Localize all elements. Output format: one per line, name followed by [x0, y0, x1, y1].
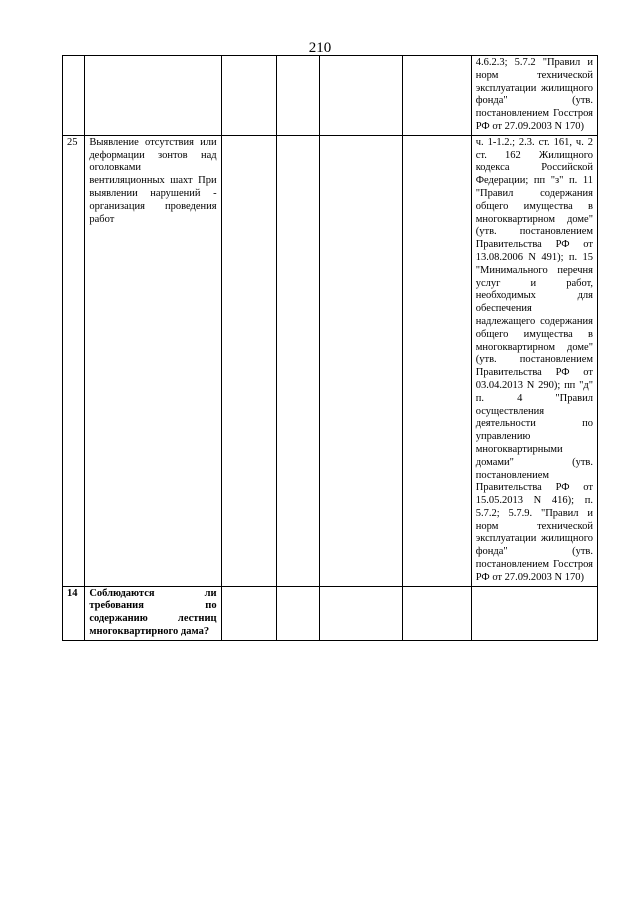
empty-cell — [402, 586, 471, 640]
empty-cell — [319, 586, 402, 640]
empty-cell — [277, 135, 319, 586]
requirements-table — [62, 55, 598, 641]
description-cell — [85, 56, 221, 136]
empty-cell — [319, 135, 402, 586]
empty-cell — [402, 135, 471, 586]
empty-cell — [221, 586, 277, 640]
row-number-cell — [63, 56, 85, 136]
row-number-cell: 25 — [63, 135, 85, 586]
empty-cell — [402, 56, 471, 136]
description-cell: Выявление отсутствия или деформации зонтов над оголовками вентиляционных шахт При выявлении нарушений - организация проведения работ — [85, 135, 221, 586]
question-cell: Соблюдаются ли требования по содержанию лестниц многоквартирного дама? — [85, 586, 221, 640]
row-number-cell: 14 — [63, 586, 85, 640]
table-row — [63, 135, 598, 586]
empty-cell — [221, 56, 277, 136]
page-number: 210 — [308, 40, 332, 56]
legal-reference-cell: ч. 1-1.2.; 2.3. ст. 161, ч. 2 ст. 162 Жилищного кодекса Российской Федерации; пп "з" п. 11 "Правил содержания общего имущества в многоквартирном доме" (утв. постановлением Правительства РФ от 13.08.2006 N 491); п. 15 "Минимального перечня услуг и работ, необходимых для обеспечения надлежащего содержания общего имущества в многоквартирном доме" (утв. постановлением Правительства РФ от 03.04.2013 N 290); пп "д" п. 4 "Правил осуществления деятельности по управлению многоквартирными домами" (утв. постановлением Правительства РФ от 15.05.2013 N 416); п. 5.7.2; 5.7.9. "Правил и норм технической эксплуатации жилищного фонда" (утв. постановлением Госстроя РФ от 27.09.2003 N 170) — [471, 135, 597, 586]
empty-cell — [277, 586, 319, 640]
legal-reference-cell — [471, 586, 597, 640]
table-row — [63, 586, 598, 640]
empty-cell — [277, 56, 319, 136]
empty-cell — [319, 56, 402, 136]
empty-cell — [221, 135, 277, 586]
table-row — [63, 56, 598, 136]
legal-reference-cell: 4.6.2.3; 5.7.2 "Правил и норм технической эксплуатации жилищного фонда" (утв. постановлением Госстроя РФ от 27.09.2003 N 170) — [471, 56, 597, 136]
